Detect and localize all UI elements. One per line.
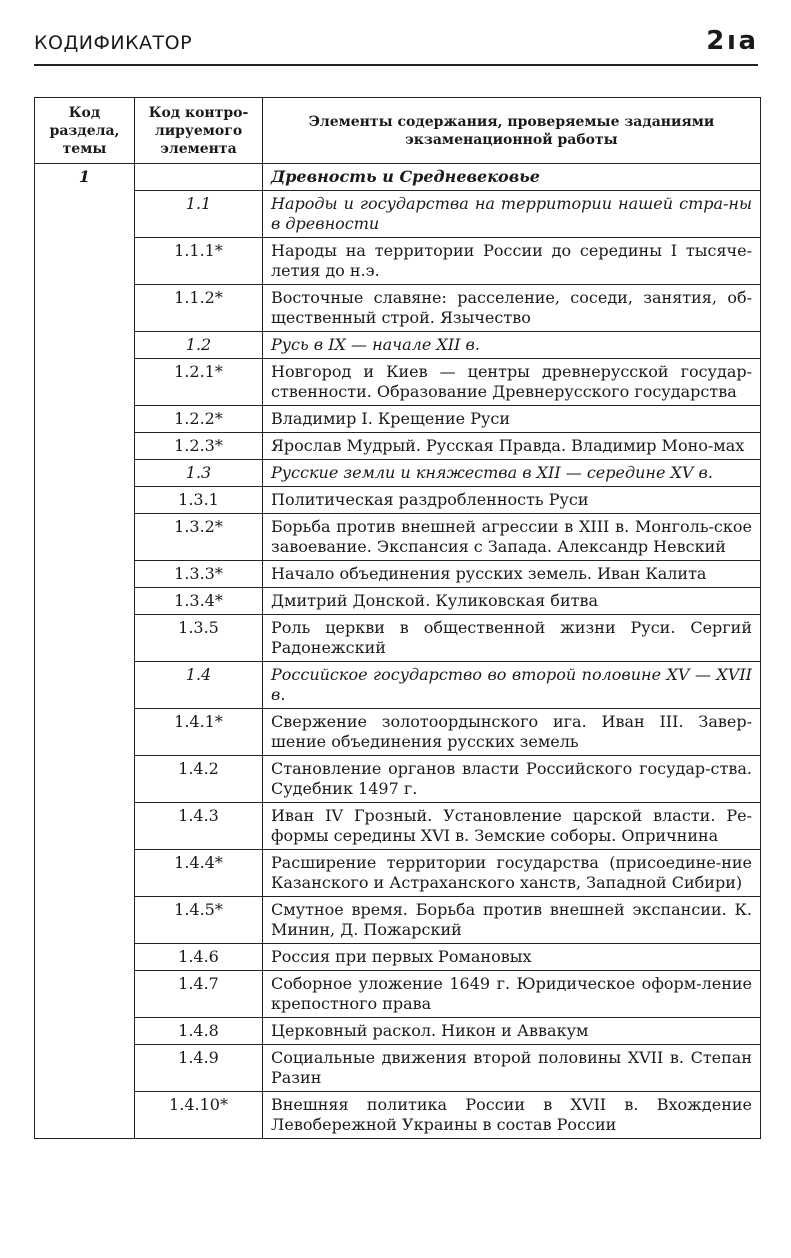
element-code: 1.4.8 — [135, 1018, 263, 1045]
element-code: 1.3.1 — [135, 487, 263, 514]
section-column-cell — [35, 1045, 135, 1092]
section-column-cell — [35, 514, 135, 561]
section-column-cell — [35, 662, 135, 709]
table-row — [35, 897, 761, 944]
element-description: Народы на территории России до середины I тысяче-летия до н.э. — [263, 238, 761, 285]
element-description: Народы и государства на территории нашей стра-ны в древности — [263, 191, 761, 238]
element-code: 1.4.4* — [135, 850, 263, 897]
column-header-content: Элементы содержания, проверяемые заданиями экзаменационной работы — [263, 98, 761, 164]
section-column-cell — [35, 406, 135, 433]
section-column-cell — [35, 332, 135, 359]
element-code: 1.2.3* — [135, 433, 263, 460]
section-row — [35, 164, 761, 191]
element-description: Расширение территории государства (присоедине-ние Казанского и Астраханского ханств, Западной Сибири) — [263, 850, 761, 897]
section-column-cell — [35, 1092, 135, 1139]
section-column-cell — [35, 971, 135, 1018]
table-row — [35, 433, 761, 460]
section-column-cell — [35, 460, 135, 487]
element-code: 1.3.5 — [135, 615, 263, 662]
element-code: 1.1.1* — [135, 238, 263, 285]
section-column-cell — [35, 433, 135, 460]
section-column-cell — [35, 191, 135, 238]
table-row — [35, 191, 761, 238]
element-code: 1.4.1* — [135, 709, 263, 756]
element-code: 1.4.7 — [135, 971, 263, 1018]
element-description: Дмитрий Донской. Куликовская битва — [263, 588, 761, 615]
table-row — [35, 514, 761, 561]
element-description: Российское государство во второй половине XV — XVII в. — [263, 662, 761, 709]
element-description: Иван IV Грозный. Установление царской власти. Ре-формы середины XVI в. Земские соборы. Опричнина — [263, 803, 761, 850]
table-row — [35, 332, 761, 359]
table-row — [35, 803, 761, 850]
section-column-cell — [35, 487, 135, 514]
table-row — [35, 1092, 761, 1139]
element-description: Русские земли и княжества в XII — середине XV в. — [263, 460, 761, 487]
element-code: 1.3.4* — [135, 588, 263, 615]
table-body — [35, 164, 761, 1139]
element-code: 1.4.5* — [135, 897, 263, 944]
element-description: Свержение золотоордынского ига. Иван III. Завер-шение объединения русских земель — [263, 709, 761, 756]
section-column-cell — [35, 756, 135, 803]
table-row — [35, 662, 761, 709]
element-code: 1.2 — [135, 332, 263, 359]
element-code: 1.4.9 — [135, 1045, 263, 1092]
section-element-code — [135, 164, 263, 191]
element-description: Начало объединения русских земель. Иван Калита — [263, 561, 761, 588]
element-code: 1.4.3 — [135, 803, 263, 850]
element-description: Соборное уложение 1649 г. Юридическое оформ-ление крепостного права — [263, 971, 761, 1018]
section-column-cell — [35, 944, 135, 971]
element-code: 1.3 — [135, 460, 263, 487]
section-column-cell — [35, 285, 135, 332]
element-code: 1.1 — [135, 191, 263, 238]
element-code: 1.3.3* — [135, 561, 263, 588]
element-code: 1.2.1* — [135, 359, 263, 406]
element-description: Владимир I. Крещение Руси — [263, 406, 761, 433]
header-title: КОДИФИКАТОР — [34, 32, 193, 54]
table-row — [35, 561, 761, 588]
table-row — [35, 359, 761, 406]
element-code: 1.1.2* — [135, 285, 263, 332]
element-description: Становление органов власти Российского государ-ства. Судебник 1497 г. — [263, 756, 761, 803]
element-code: 1.2.2* — [135, 406, 263, 433]
element-description: Восточные славяне: расселение, соседи, занятия, об-щественный строй. Язычество — [263, 285, 761, 332]
table-row — [35, 709, 761, 756]
section-column-cell — [35, 709, 135, 756]
table-row — [35, 238, 761, 285]
element-code: 1.4.10* — [135, 1092, 263, 1139]
element-code: 1.4.6 — [135, 944, 263, 971]
element-description: Смутное время. Борьба против внешней экспансии. К. Минин, Д. Пожарский — [263, 897, 761, 944]
element-code: 1.4.2 — [135, 756, 263, 803]
column-header-section-code: Код раздела, темы — [35, 98, 135, 164]
element-description: Церковный раскол. Никон и Аввакум — [263, 1018, 761, 1045]
element-description: Ярослав Мудрый. Русская Правда. Владимир Моно-мах — [263, 433, 761, 460]
element-description: Россия при первых Романовых — [263, 944, 761, 971]
element-code: 1.3.2* — [135, 514, 263, 561]
table-header-row — [35, 98, 761, 164]
table-row — [35, 1018, 761, 1045]
element-description: Борьба против внешней агрессии в XIII в. Монголь-ское завоевание. Экспансия с Запада. Александр Невский — [263, 514, 761, 561]
table-row — [35, 615, 761, 662]
section-column-cell — [35, 897, 135, 944]
element-description: Русь в IX — начале XII в. — [263, 332, 761, 359]
element-description: Политическая раздробленность Руси — [263, 487, 761, 514]
section-column-cell — [35, 615, 135, 662]
table-row — [35, 487, 761, 514]
column-header-element-code: Код контро-лируемого элемента — [135, 98, 263, 164]
table-row — [35, 460, 761, 487]
table-row — [35, 850, 761, 897]
section-column-cell — [35, 803, 135, 850]
section-code: 1 — [35, 164, 135, 191]
table-row — [35, 285, 761, 332]
section-column-cell — [35, 561, 135, 588]
codifier-table — [34, 97, 761, 1139]
section-column-cell — [35, 588, 135, 615]
element-code: 1.4 — [135, 662, 263, 709]
element-description: Новгород и Киев — центры древнерусской государ-ственности. Образование Древнерусского государства — [263, 359, 761, 406]
table-row — [35, 944, 761, 971]
table-row — [35, 406, 761, 433]
page-number: 2 ı а — [706, 26, 756, 56]
table-row — [35, 971, 761, 1018]
element-description: Социальные движения второй половины XVII в. Степан Разин — [263, 1045, 761, 1092]
table-row — [35, 588, 761, 615]
page-header — [34, 26, 758, 66]
table-row — [35, 1045, 761, 1092]
element-description: Роль церкви в общественной жизни Руси. Сергий Радонежский — [263, 615, 761, 662]
element-description: Внешняя политика России в XVII в. Вхождение Левобережной Украины в состав России — [263, 1092, 761, 1139]
section-column-cell — [35, 238, 135, 285]
section-title: Древность и Средневековье — [263, 164, 761, 191]
section-column-cell — [35, 359, 135, 406]
table-row — [35, 756, 761, 803]
section-column-cell — [35, 1018, 135, 1045]
section-column-cell — [35, 850, 135, 897]
